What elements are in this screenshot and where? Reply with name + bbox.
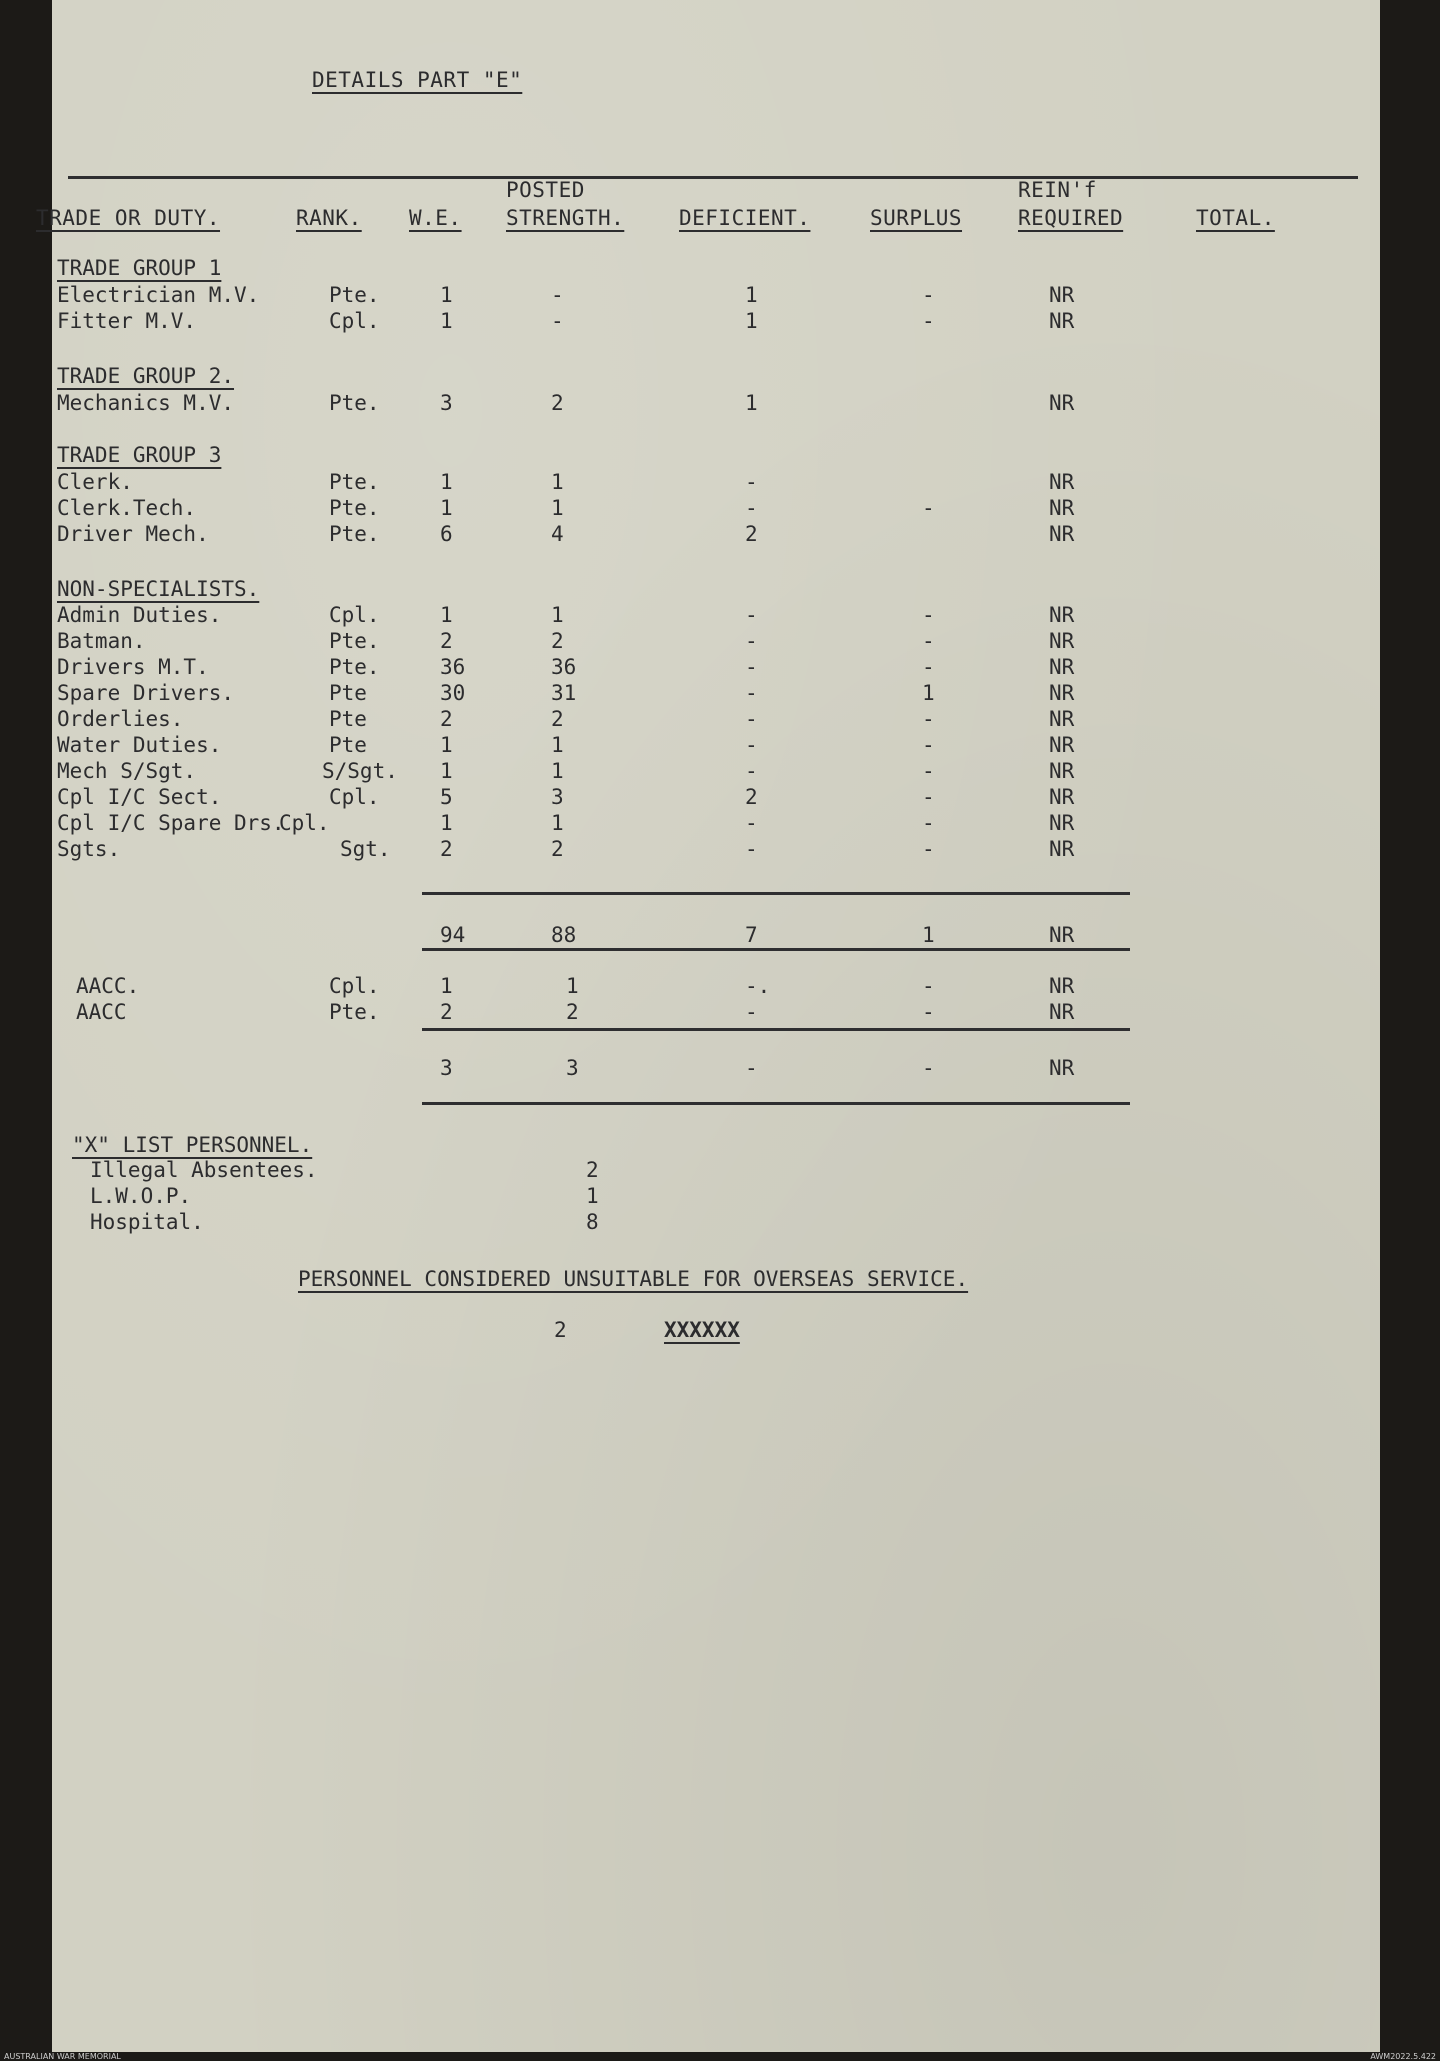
group-heading-3: TRADE GROUP 3 xyxy=(57,443,222,467)
row-rank: Pte. xyxy=(329,391,380,415)
aacc-posted: 1 xyxy=(566,974,579,998)
row-posted: - xyxy=(551,309,564,333)
row-reinf: NR xyxy=(1049,283,1075,307)
x-list-value: 1 xyxy=(586,1184,599,1208)
group-heading-1: TRADE GROUP 1 xyxy=(57,256,222,280)
row-we: 30 xyxy=(440,681,466,705)
subtotal-surplus: 1 xyxy=(922,923,935,947)
row-surplus: - xyxy=(922,733,935,757)
row-posted: 1 xyxy=(551,759,564,783)
row-trade: Cpl I/C Sect. xyxy=(57,785,222,809)
subtotal-2-rule-bottom xyxy=(422,1102,1130,1105)
x-list-label: L.W.O.P. xyxy=(90,1184,192,1208)
subtotal-deficient: 7 xyxy=(745,923,758,947)
row-posted: 36 xyxy=(551,655,577,679)
row-we: 2 xyxy=(440,629,453,653)
row-posted: 31 xyxy=(551,681,577,705)
row-reinf: NR xyxy=(1049,811,1075,835)
row-we: 1 xyxy=(440,309,453,333)
row-we: 2 xyxy=(440,837,453,861)
row-trade: Electrician M.V. xyxy=(57,283,260,307)
row-reinf: NR xyxy=(1049,470,1075,494)
aacc-deficient: -. xyxy=(745,974,771,998)
row-reinf: NR xyxy=(1049,785,1075,809)
row-reinf: NR xyxy=(1049,759,1075,783)
row-rank: Cpl. xyxy=(329,603,380,627)
row-posted: 1 xyxy=(551,603,564,627)
subtotal-posted: 88 xyxy=(551,923,577,947)
row-trade: Clerk.Tech. xyxy=(57,496,197,520)
header-surplus: SURPLUS xyxy=(870,206,963,230)
row-reinf: NR xyxy=(1049,629,1075,653)
row-trade: Mechanics M.V. xyxy=(57,391,235,415)
row-rank: Cpl. xyxy=(329,309,380,333)
subtotal-2-reinf: NR xyxy=(1049,1056,1075,1080)
row-deficient: - xyxy=(745,811,758,835)
row-posted: 1 xyxy=(551,496,564,520)
row-posted: 1 xyxy=(551,470,564,494)
row-rank: Cpl. xyxy=(329,785,380,809)
unsuitable-struck-text: XXXXXX xyxy=(664,1318,740,1342)
row-deficient: 1 xyxy=(745,391,758,415)
x-list-heading: "X" LIST PERSONNEL. xyxy=(72,1133,313,1157)
subtotal-2-posted: 3 xyxy=(566,1056,579,1080)
row-rank: Pte. xyxy=(329,283,380,307)
row-posted: 1 xyxy=(551,811,564,835)
row-surplus: - xyxy=(922,837,935,861)
subtotal-rule-bottom xyxy=(422,948,1130,951)
row-trade: Batman. xyxy=(57,629,146,653)
row-surplus: - xyxy=(922,309,935,333)
row-trade: Admin Duties. xyxy=(57,603,222,627)
row-posted: 4 xyxy=(551,522,564,546)
row-rank: Pte. xyxy=(329,496,380,520)
row-surplus: - xyxy=(922,811,935,835)
row-we: 5 xyxy=(440,785,453,809)
row-trade: Drivers M.T. xyxy=(57,655,209,679)
row-we: 1 xyxy=(440,759,453,783)
row-we: 2 xyxy=(440,707,453,731)
row-rank: Pte xyxy=(329,707,367,731)
aacc-posted: 2 xyxy=(566,1000,579,1024)
row-deficient: - xyxy=(745,629,758,653)
header-top-rule xyxy=(68,176,1358,179)
row-rank: Pte. xyxy=(329,629,380,653)
row-deficient: 1 xyxy=(745,309,758,333)
row-surplus: 1 xyxy=(922,681,935,705)
group-heading-2: TRADE GROUP 2. xyxy=(57,364,235,388)
aacc-we: 1 xyxy=(440,974,453,998)
row-trade: Mech S/Sgt. xyxy=(57,759,197,783)
aacc-surplus: - xyxy=(922,974,935,998)
footer-left: AUSTRALIAN WAR MEMORIAL xyxy=(4,2052,121,2061)
header-deficient: DEFICIENT. xyxy=(679,206,811,230)
row-deficient: - xyxy=(745,496,758,520)
row-rank: Sgt. xyxy=(340,837,391,861)
row-reinf: NR xyxy=(1049,522,1075,546)
row-we: 36 xyxy=(440,655,466,679)
row-we: 1 xyxy=(440,496,453,520)
header-total: TOTAL. xyxy=(1196,206,1275,230)
row-deficient: - xyxy=(745,603,758,627)
row-reinf: NR xyxy=(1049,837,1075,861)
subtotal-2-rule-top xyxy=(422,1028,1130,1031)
document-page xyxy=(36,0,1380,2052)
row-deficient: - xyxy=(745,470,758,494)
row-we: 1 xyxy=(440,470,453,494)
aacc-we: 2 xyxy=(440,1000,453,1024)
row-surplus: - xyxy=(922,707,935,731)
row-surplus: - xyxy=(922,629,935,653)
row-deficient: 2 xyxy=(745,522,758,546)
row-posted: 2 xyxy=(551,707,564,731)
row-reinf: NR xyxy=(1049,733,1075,757)
row-deficient: - xyxy=(745,707,758,731)
row-surplus: - xyxy=(922,655,935,679)
aacc-rank: Pte. xyxy=(329,1000,380,1024)
row-reinf: NR xyxy=(1049,681,1075,705)
x-list-label: Illegal Absentees. xyxy=(90,1158,318,1182)
row-rank: Cpl. xyxy=(279,811,330,835)
row-deficient: - xyxy=(745,759,758,783)
row-trade: Spare Drivers. xyxy=(57,681,235,705)
unsuitable-heading: PERSONNEL CONSIDERED UNSUITABLE FOR OVERSEAS SERVICE. xyxy=(298,1267,969,1291)
row-deficient: - xyxy=(745,655,758,679)
header-reinf-line2: REQUIRED xyxy=(1018,206,1124,230)
subtotal-2-surplus: - xyxy=(922,1056,935,1080)
row-surplus: - xyxy=(922,785,935,809)
row-posted: 2 xyxy=(551,391,564,415)
row-reinf: NR xyxy=(1049,655,1075,679)
aacc-rank: Cpl. xyxy=(329,974,380,998)
row-posted: 2 xyxy=(551,629,564,653)
header-we: W.E. xyxy=(409,206,462,230)
row-we: 1 xyxy=(440,603,453,627)
row-reinf: NR xyxy=(1049,603,1075,627)
group-heading-4: NON-SPECIALISTS. xyxy=(57,577,260,601)
header-rank: RANK. xyxy=(296,206,362,230)
row-rank: S/Sgt. xyxy=(322,759,398,783)
subtotal-rule-top xyxy=(422,892,1130,895)
row-trade: Sgts. xyxy=(57,837,121,861)
row-rank: Pte. xyxy=(329,655,380,679)
row-trade: Orderlies. xyxy=(57,707,184,731)
x-list-value: 8 xyxy=(586,1210,599,1234)
row-posted: - xyxy=(551,283,564,307)
row-surplus: - xyxy=(922,759,935,783)
row-rank: Pte xyxy=(329,733,367,757)
header-posted-line2: STRENGTH. xyxy=(506,206,625,230)
row-deficient: - xyxy=(745,733,758,757)
header-reinf-line1: REIN'f xyxy=(1018,178,1097,202)
row-reinf: NR xyxy=(1049,309,1075,333)
row-we: 6 xyxy=(440,522,453,546)
aacc-trade: AACC. xyxy=(76,974,140,998)
subtotal-2-we: 3 xyxy=(440,1056,453,1080)
row-surplus: - xyxy=(922,496,935,520)
row-posted: 2 xyxy=(551,837,564,861)
footer-right: AWM2022.5.422 xyxy=(1370,2052,1436,2061)
row-we: 1 xyxy=(440,733,453,757)
row-deficient: - xyxy=(745,681,758,705)
row-trade: Fitter M.V. xyxy=(57,309,197,333)
page-title: DETAILS PART "E" xyxy=(312,68,523,92)
row-posted: 3 xyxy=(551,785,564,809)
header-trade: TRADE OR DUTY. xyxy=(36,206,221,230)
row-we: 1 xyxy=(440,283,453,307)
row-rank: Pte xyxy=(329,681,367,705)
header-posted-line1: POSTED xyxy=(506,178,585,202)
aacc-deficient: - xyxy=(745,1000,758,1024)
row-posted: 1 xyxy=(551,733,564,757)
aacc-reinf: NR xyxy=(1049,1000,1075,1024)
subtotal-reinf: NR xyxy=(1049,923,1075,947)
row-we: 3 xyxy=(440,391,453,415)
row-deficient: 2 xyxy=(745,785,758,809)
subtotal-we: 94 xyxy=(440,923,466,947)
x-list-label: Hospital. xyxy=(90,1210,204,1234)
unsuitable-value: 2 xyxy=(554,1318,567,1342)
row-reinf: NR xyxy=(1049,496,1075,520)
row-deficient: - xyxy=(745,837,758,861)
aacc-reinf: NR xyxy=(1049,974,1075,998)
aacc-trade: AACC xyxy=(76,1000,127,1024)
subtotal-2-deficient: - xyxy=(745,1056,758,1080)
row-deficient: 1 xyxy=(745,283,758,307)
row-reinf: NR xyxy=(1049,391,1075,415)
row-rank: Pte. xyxy=(329,470,380,494)
row-surplus: - xyxy=(922,283,935,307)
aacc-surplus: - xyxy=(922,1000,935,1024)
row-trade: Cpl I/C Spare Drs. xyxy=(57,811,285,835)
row-trade: Water Duties. xyxy=(57,733,222,757)
x-list-value: 2 xyxy=(586,1158,599,1182)
row-we: 1 xyxy=(440,811,453,835)
row-trade: Clerk. xyxy=(57,470,133,494)
row-surplus: - xyxy=(922,603,935,627)
row-trade: Driver Mech. xyxy=(57,522,209,546)
row-rank: Pte. xyxy=(329,522,380,546)
row-reinf: NR xyxy=(1049,707,1075,731)
